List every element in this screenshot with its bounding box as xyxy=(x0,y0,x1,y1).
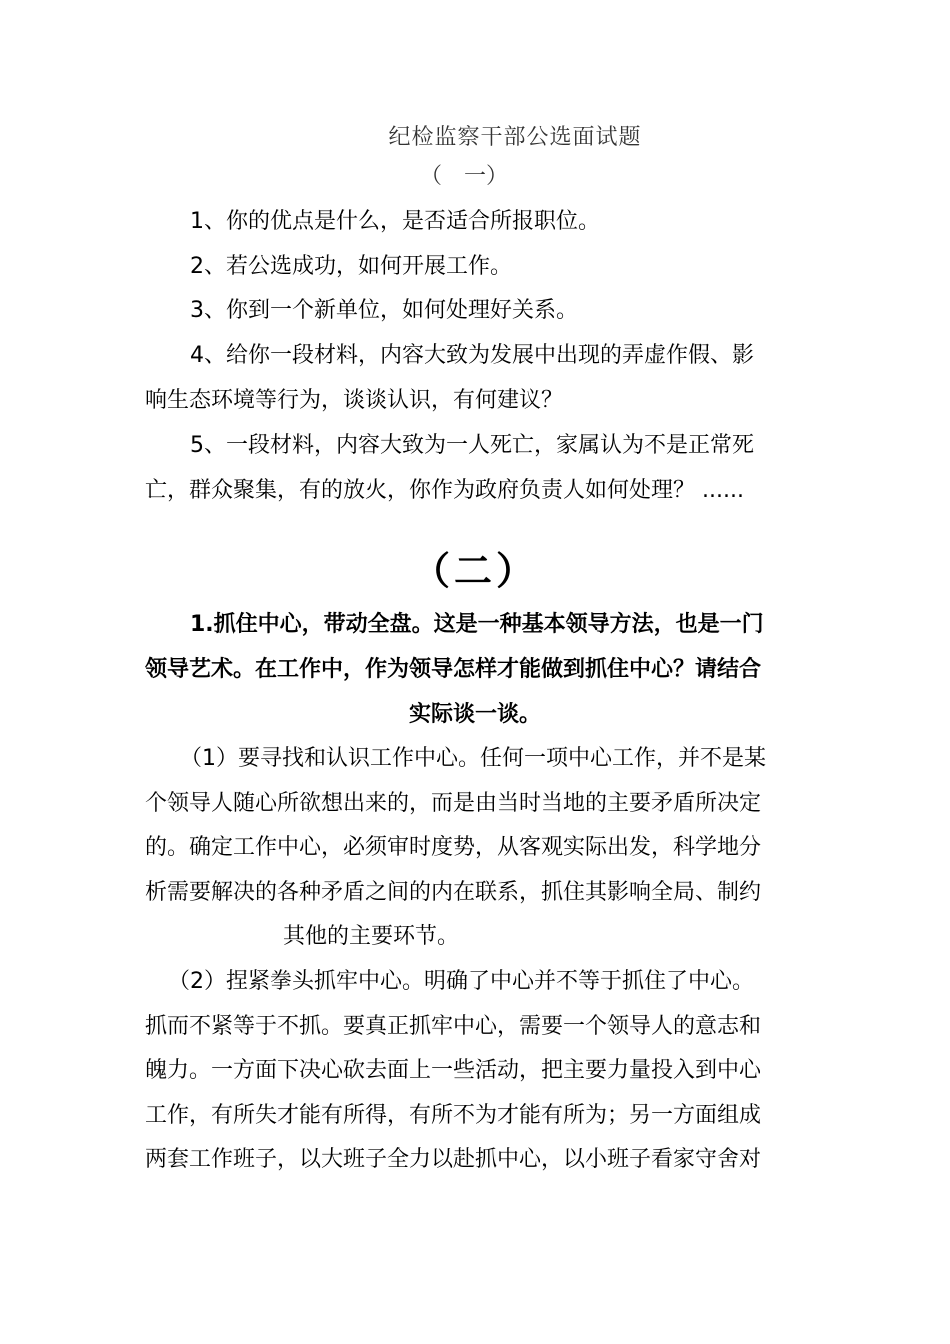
answer-line: （1）要寻找和认识工作中心。任何一项中心工作，并不是某 xyxy=(180,746,766,771)
answer-line: 工作，有所失才能有所得，有所不为才能有所为；另一方面组成 xyxy=(145,1103,762,1128)
document-title: 纪检监察干部公选面试题 xyxy=(388,125,642,150)
answer-line: 魄力。一方面下决心砍去面上一些活动，把主要力量投入到中心 xyxy=(145,1058,762,1083)
question-line: 4、给你一段材料，内容大致为发展中出现的弄虚作假、影 xyxy=(190,343,754,368)
question-line: 1、你的优点是什么，是否适合所报职位。 xyxy=(190,209,600,234)
bold-question-line: 1.抓住中心，带动全盘。这是一种基本领导方法，也是一门 xyxy=(190,612,764,637)
bold-question-line: 实际谈一谈。 xyxy=(408,702,541,727)
answer-line: 个领导人随心所欲想出来的，而是由当时当地的主要矛盾所决定 xyxy=(145,791,762,816)
question-line: 响生态环境等行为，谈谈认识，有何建议？ xyxy=(145,388,564,413)
answer-line: 的。确定工作中心，必须审时度势，从客观实际出发，科学地分 xyxy=(145,835,762,860)
question-line: 亡，群众聚集，有的放火，你作为政府负责人如何处理？ ...... xyxy=(145,478,744,503)
answer-line: 抓而不紧等于不抓。要真正抓牢中心，需要一个领导人的意志和 xyxy=(145,1014,762,1039)
bold-question-line: 领导艺术。在工作中，作为领导怎样才能做到抓住中心？请结合 xyxy=(145,657,762,682)
question-line: 2、若公选成功，如何开展工作。 xyxy=(190,254,512,279)
answer-line: 其他的主要环节。 xyxy=(283,924,460,949)
answer-line: （2）捏紧拳头抓牢中心。明确了中心并不等于抓住了中心。 xyxy=(168,969,754,994)
answer-line: 两套工作班子，以大班子全力以赴抓中心，以小班子看家守舍对 xyxy=(145,1147,762,1172)
answer-line: 析需要解决的各种矛盾之间的内在联系，抓住其影响全局、制约 xyxy=(145,880,762,905)
question-line: 5、一段材料，内容大致为一人死亡，家属认为不是正常死 xyxy=(190,433,754,458)
question-line: 3、你到一个新单位，如何处理好关系。 xyxy=(190,298,578,323)
section-two-heading: （二） xyxy=(411,549,538,593)
section-one-heading: （ 一） xyxy=(420,164,509,189)
